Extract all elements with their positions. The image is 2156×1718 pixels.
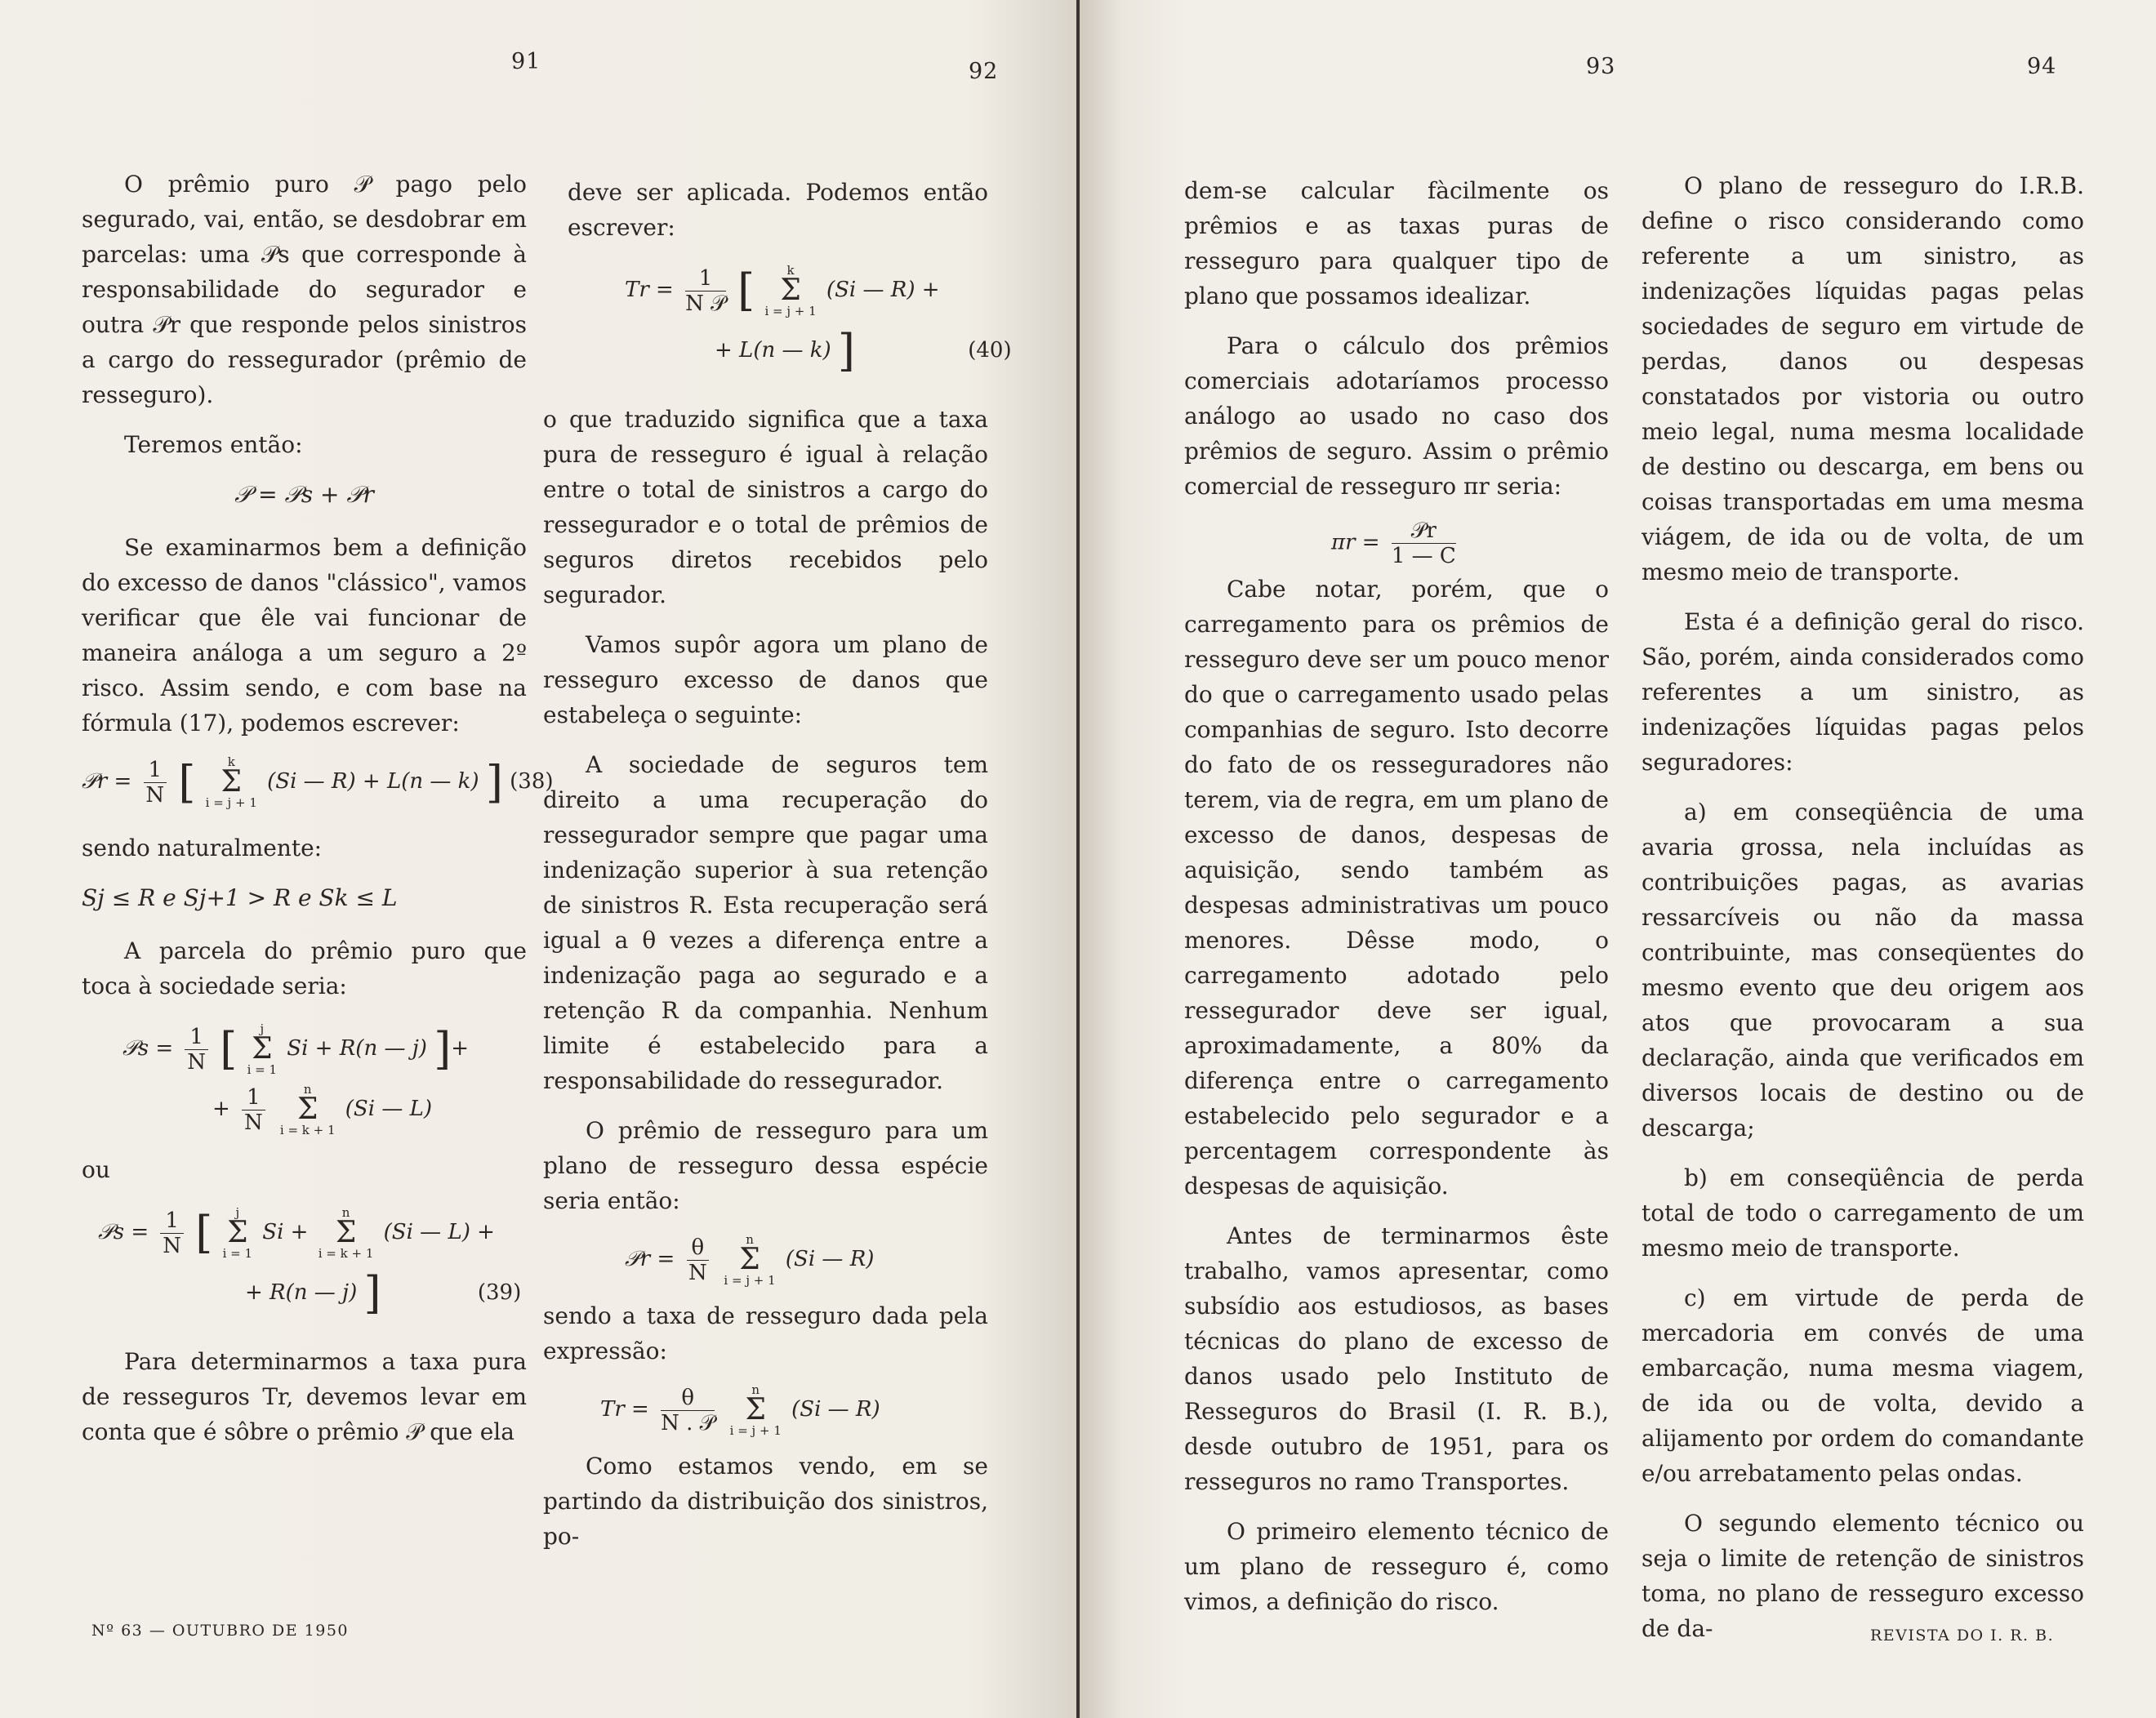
sum-upper: k xyxy=(786,263,795,278)
denominator: N xyxy=(187,1049,207,1075)
p92-paragraph: Como estamos vendo, em se partindo da distribuição dos sinistros, po- xyxy=(543,1453,988,1550)
eq40-lhs: Tr = xyxy=(625,278,674,302)
p94-paragraph: a) em conseqüência de uma avaria grossa, nela incluídas as contribuições pagas, as avarias ressarcíveis ou não da massa contribuinte, mas conseqüentes do mesmo evento que deu origem aos atos que provocaram a sua declaração, ainda que verificados em diversos locais de destino ou de descarga; xyxy=(1642,799,2084,1142)
p93-paragraph: dem-se calcular fàcilmente os prêmios e as taxas puras de resseguro para qualquer tipo de plano que possamos idealizar. xyxy=(1184,177,1609,309)
sum-upper: j xyxy=(235,1205,240,1220)
fraction xyxy=(1392,519,1456,568)
p94-paragraph: c) em virtude de perda de mercadoria em convés de uma embarcação, numa mesma viagem, de ida ou de volta, devido a alijamento por ordem do comandante e/ou arrebatamento pelas ondas. xyxy=(1642,1284,2084,1487)
fraction xyxy=(144,758,167,808)
sum-upper: n xyxy=(341,1205,350,1220)
eq38-body: (Si — R) + L(n — k) xyxy=(267,769,479,794)
plus-sign: + xyxy=(212,1097,230,1121)
eqA-body-2: (Si — L) xyxy=(345,1097,432,1121)
denominator: N . 𝒫 xyxy=(661,1410,715,1435)
eq40-body: (Si — R) + xyxy=(826,278,940,302)
right-spread xyxy=(1080,0,2156,1718)
p94-paragraph: O segundo elemento técnico ou seja o limite de retenção de sinistros toma, no plano de resseguro excesso de da- xyxy=(1642,1510,2084,1642)
equation-reinsurance-rate xyxy=(543,1383,988,1437)
eq39-number: (39) xyxy=(477,1280,522,1305)
bracket-open: [ xyxy=(220,1023,238,1075)
p94-paragraph: b) em conseqüência de perda total de todo o carregamento de um mesmo meio de transporte. xyxy=(1642,1164,2084,1262)
p93-paragraph: Cabe notar, porém, que o carregamento para os prêmios de resseguro deve ser um pouco menor do que o carregamento usado pelas companhias de seguro. Isto decorre do fato de os resseguradores não terem, via de regra, em um plano de excesso de danos, despesas de aquisição, sendo também as despesas administrativas um pouco menores. Dêsse modo, o carregamento adotado pelo ressegurador deve ser igual, aproximadamente, a 80% da diferença entre o carregamento estabelecido pelo segurador e a percentagem correspondente às despesas de aquisição. xyxy=(1184,576,1609,1199)
p92-paragraph: sendo a taxa de resseguro dada pela expressão: xyxy=(543,1302,988,1364)
sum-symbol: j Σ i = 1 xyxy=(222,1205,253,1261)
fraction xyxy=(160,1208,184,1258)
page-92-column xyxy=(543,175,1012,1569)
sum-lower: i = j + 1 xyxy=(729,1423,782,1438)
equation-reinsurance-premium xyxy=(543,1233,988,1287)
footer-issue: Nº 63 — OUTUBRO DE 1950 xyxy=(91,1622,350,1640)
sum-symbol: k Σ i = j + 1 xyxy=(764,263,817,318)
p93-paragraph: Para o cálculo dos prêmios comerciais adotaríamos processo análogo ao usado no caso dos prêmios de seguro. Assim o prêmio comercial de resseguro πr seria: xyxy=(1184,332,1609,500)
denominator: N xyxy=(243,1110,263,1135)
eqA-lhs: 𝒫s = xyxy=(122,1036,174,1061)
page-number-92: 92 xyxy=(969,59,999,84)
equation-39 xyxy=(82,1202,527,1323)
left-spread xyxy=(0,0,1076,1718)
page-number-94: 94 xyxy=(2027,54,2057,79)
p94-paragraph: Esta é a definição geral do risco. São, porém, ainda considerados como referentes a um sinistro, as indenizações líquidas pagas pelos seguradores: xyxy=(1642,608,2084,776)
fraction xyxy=(185,1025,208,1075)
sum-lower: i = j + 1 xyxy=(764,304,817,318)
page-number-91: 91 xyxy=(511,49,541,74)
p93-paragraph: O primeiro elemento técnico de um plano de resseguro é, como vimos, a definição do risco. xyxy=(1184,1518,1609,1615)
p92-paragraph: A sociedade de seguros tem direito a uma recuperação do ressegurador sempre que pagar uma indenização superior à sua retenção de sinistros R. Esta recuperação será igual a θ vezes a diferença entre a indenização paga ao segurado e a retenção R da companhia. Nenhum limite é estabelecido para a responsabilidade do ressegurador. xyxy=(543,751,988,1094)
eqC-lhs: Tr = xyxy=(600,1397,649,1422)
p94-paragraph: O plano de resseguro do I.R.B. define o risco considerando como referente a um sinistro, as indenizações líquidas pagas pelas sociedades de seguro em virtude de perdas, danos ou despesas constatados por vistoria ou outro meio legal, numa mesma localidade de destino ou descarga, em bens ou coisas transportadas em uma mesma viágem, de ida ou de volta, de um mesmo meio de transporte. xyxy=(1642,172,2084,585)
sum-lower: i = j + 1 xyxy=(724,1273,776,1288)
page-93-column xyxy=(1184,173,1609,1634)
p93-paragraph: Antes de terminarmos êste trabalho, vamos apresentar, como subsídio aos estudiosos, as bases técnicas do plano de excesso de danos usado pelo Instituto de Resseguros do Brasil (I. R. B.), desde outubro de 1951, para os resseguros no ramo Transportes. xyxy=(1184,1222,1609,1495)
sum-upper: n xyxy=(751,1382,760,1397)
p91-paragraph: Para determinarmos a taxa pura de resseguros Tr, devemos levar em conta que é sôbre o prêmio 𝒫 que ela xyxy=(82,1348,527,1445)
p92-paragraph: O prêmio de resseguro para um plano de resseguro dessa espécie seria então: xyxy=(543,1117,988,1214)
eq40-body-2: + L(n — k) xyxy=(715,338,831,363)
sum-symbol: j Σ i = 1 xyxy=(247,1021,278,1077)
sum-upper: n xyxy=(746,1232,754,1247)
page-91-column xyxy=(82,167,554,1464)
numerator: 1 xyxy=(242,1085,265,1110)
sum-lower: i = j + 1 xyxy=(205,795,257,810)
page-94-column xyxy=(1642,168,2084,1661)
sum-symbol: n Σ i = k + 1 xyxy=(279,1082,336,1137)
numerator: θ xyxy=(687,1235,710,1261)
sum-lower: i = 1 xyxy=(247,1062,278,1077)
eq39-body: Si + xyxy=(262,1220,309,1244)
denominator: N 𝒫 xyxy=(685,291,726,316)
denominator: 1 — C xyxy=(1391,544,1456,568)
ou-label: ou xyxy=(82,1156,110,1183)
eq39-body-3: + R(n — j) xyxy=(245,1280,358,1305)
p91-paragraph: Teremos então: xyxy=(124,431,303,458)
numerator: θ xyxy=(661,1386,715,1411)
denominator: N xyxy=(163,1233,182,1258)
fraction xyxy=(685,266,726,316)
eqA-body: Si + R(n — j) xyxy=(287,1036,427,1061)
denominator: N xyxy=(145,782,165,808)
numerator: 1 xyxy=(160,1208,184,1234)
equation-40 xyxy=(543,260,1012,381)
eqD-lhs: πr = xyxy=(1331,530,1380,555)
fraction xyxy=(687,1235,710,1285)
eq39-lhs: 𝒫s = xyxy=(98,1220,149,1244)
p91-paragraph: sendo naturalmente: xyxy=(82,835,323,861)
equation-38 xyxy=(82,754,554,810)
eq40-number: (40) xyxy=(968,338,1012,363)
footer-journal: REVISTA DO I. R. B. xyxy=(1870,1627,2055,1645)
p91-paragraph: A parcela do prêmio puro que toca à sociedade seria: xyxy=(82,937,527,999)
p91-paragraph: O prêmio puro 𝒫 pago pelo segurado, vai, então, se desdobrar em parcelas: uma 𝒫s que corresponde à responsabilidade do segurador e outra 𝒫r que responde pelos sinistros a cargo do ressegurador (prêmio de resseguro). xyxy=(82,171,527,408)
bracket-open: [ xyxy=(195,1207,213,1258)
numerator: 1 xyxy=(185,1025,208,1050)
bracket-close: ] xyxy=(363,1267,381,1319)
numerator: 1 xyxy=(144,758,167,783)
sum-lower: i = k + 1 xyxy=(279,1123,336,1137)
page-number-93: 93 xyxy=(1586,54,1616,79)
sum-symbol: n Σ i = j + 1 xyxy=(729,1382,782,1438)
denominator: N xyxy=(688,1260,707,1285)
sum-symbol: n Σ i = j + 1 xyxy=(724,1232,776,1288)
sum-lower: i = k + 1 xyxy=(318,1246,374,1261)
equation-commercial-premium xyxy=(1184,519,1609,568)
eqB-lhs: 𝒫r = xyxy=(625,1247,675,1271)
sum-lower: i = 1 xyxy=(222,1246,253,1261)
bracket-close: ] xyxy=(434,1023,452,1075)
eq38-number: (38) xyxy=(510,769,554,794)
sum-upper: k xyxy=(227,754,235,769)
equation-premium-split: 𝒫 = 𝒫s + 𝒫r xyxy=(234,481,374,508)
eqB-body: (Si — R) xyxy=(785,1247,875,1271)
equation-ps: 𝒫s = $\frac{1}{N}$ [ j Σ i = 1 Si + R(n — j) ]+ + $\frac{1}{N}$ n Σ i = k + 1 (Si — L) xyxy=(122,1021,470,1137)
numerator: 1 xyxy=(685,266,726,292)
sum-symbol: n Σ i = k + 1 xyxy=(318,1205,374,1261)
fraction xyxy=(661,1386,715,1435)
fraction xyxy=(242,1085,265,1135)
sum-symbol: k Σ i = j + 1 xyxy=(205,754,257,810)
numerator: 𝒫r xyxy=(1392,519,1456,544)
eq38-lhs: 𝒫r = xyxy=(82,769,132,794)
bracket-close: ] xyxy=(837,325,855,376)
p91-paragraph: Se examinarmos bem a definição do excesso de danos "clássico", vamos verificar que êle vai funcionar de maneira análoga a um seguro a 2º risco. Assim sendo, e com base na fórmula (17), podemos escrever: xyxy=(82,534,527,737)
eq39-body-2: (Si — L) + xyxy=(383,1220,495,1244)
eqC-body: (Si — R) xyxy=(791,1397,880,1422)
bracket-open: [ xyxy=(178,756,196,808)
bracket-close: ] xyxy=(485,756,503,808)
p92-paragraph: Vamos supôr agora um plano de resseguro excesso de danos que estabeleça o seguinte: xyxy=(543,631,988,728)
conditions: Sj ≤ R e Sj+1 > R e Sk ≤ L xyxy=(82,884,398,911)
p92-paragraph: o que traduzido significa que a taxa pura de resseguro é igual à relação entre o total de sinistros a cargo do ressegurador e o total de prêmios de seguros diretos recebidos pelo segurador. xyxy=(543,406,988,608)
bracket-open: [ xyxy=(737,265,755,316)
p92-paragraph: deve ser aplicada. Podemos então escrever: xyxy=(568,179,988,241)
sum-upper: n xyxy=(303,1082,312,1097)
sum-upper: j xyxy=(260,1021,265,1036)
